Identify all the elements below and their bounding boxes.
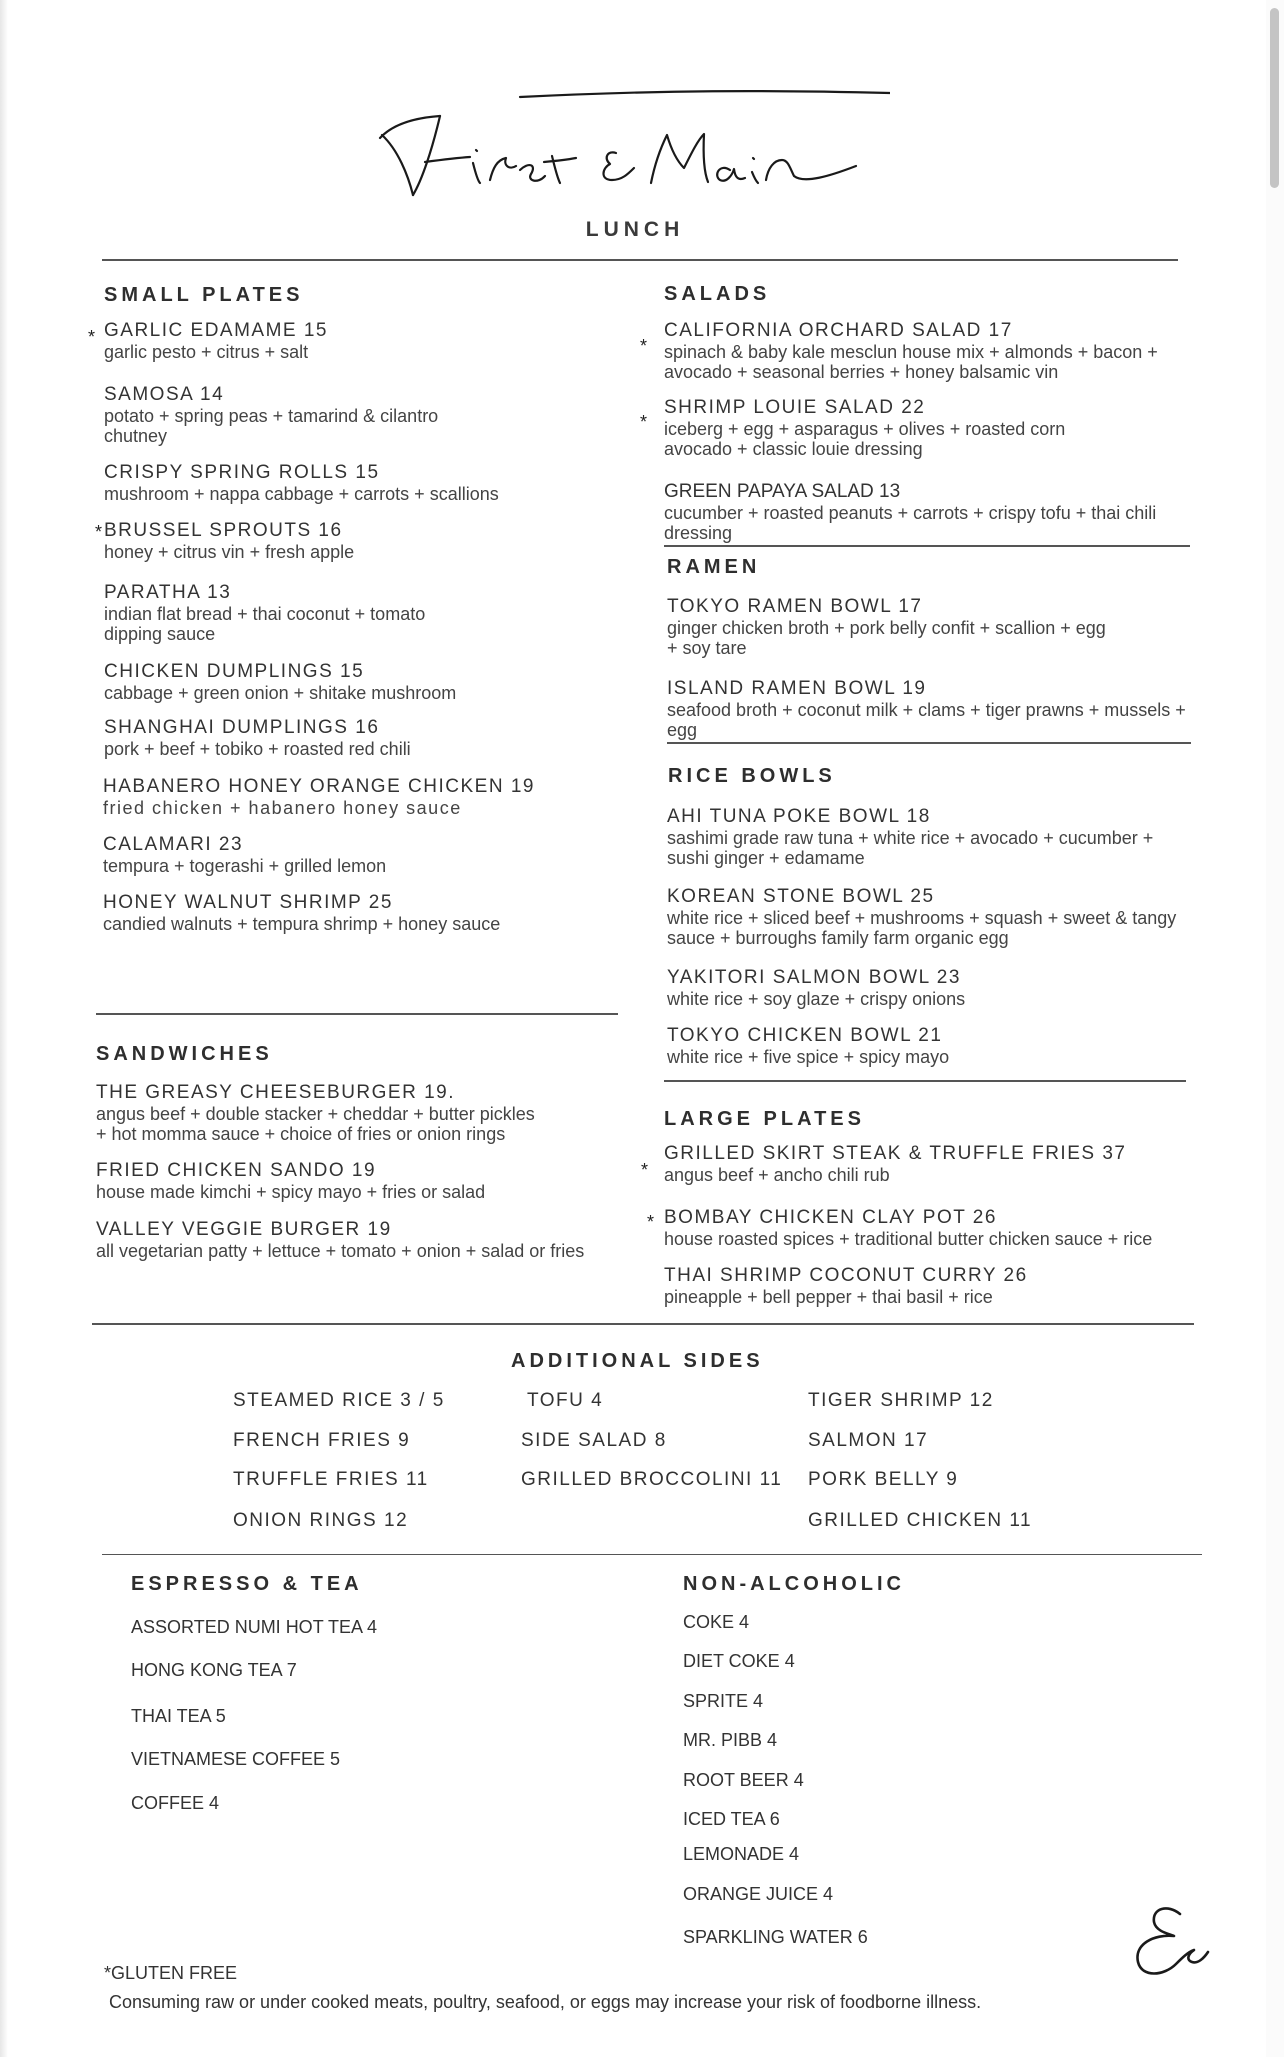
large-plates-heading: LARGE PLATES (664, 1108, 865, 1130)
item-desc: spinach & baby kale mesclun house mix + almonds + bacon + (664, 342, 1158, 362)
menu-item-calamari (103, 834, 386, 876)
menu-item-bombay-chicken-clay-pot (664, 1207, 1152, 1249)
menu-item-shrimp-louie-salad (664, 397, 1065, 459)
menu-item-garlic-edamame (104, 320, 328, 362)
gluten-free-legend: *GLUTEN FREE (104, 1963, 238, 1983)
additional-sides-heading: ADDITIONAL SIDES (511, 1350, 764, 1372)
menu-item-brussel-sprouts (104, 520, 354, 562)
food-safety-warning: Consuming raw or under cooked meats, poultry, seafood, or eggs may increase your risk of foodborne illness. (109, 1992, 982, 2012)
drink-item: ORANGE JUICE 4 (683, 1884, 834, 1904)
gluten-free-marker: * (640, 336, 648, 356)
ramen-heading: RAMEN (667, 556, 761, 578)
item-desc: sushi ginger + edamame (667, 848, 865, 868)
item-desc: potato + spring peas + tamarind & cilantro (104, 406, 439, 426)
item-name: BOMBAY CHICKEN CLAY POT 26 (664, 1207, 997, 1228)
menu-item-samosa (104, 384, 438, 446)
menu-item-thai-shrimp-coconut-curry (664, 1265, 1028, 1307)
gluten-free-marker: * (95, 522, 103, 542)
gluten-free-marker: * (647, 1212, 655, 1232)
small-plates-heading: SMALL PLATES (104, 284, 304, 306)
item-desc: avocado + seasonal berries + honey balsamic vin (664, 362, 1059, 382)
drink-item: VIETNAMESE COFFEE 5 (131, 1749, 341, 1769)
item-desc: fried chicken + habanero honey sauce (103, 798, 462, 818)
item-desc: candied walnuts + tempura shrimp + honey sauce (103, 914, 501, 934)
drink-item: ASSORTED NUMI HOT TEA 4 (131, 1617, 378, 1637)
side-item: TRUFFLE FRIES 11 (233, 1469, 429, 1490)
item-name: THAI SHRIMP COCONUT CURRY 26 (664, 1265, 1028, 1286)
menu-item-greasy-cheeseburger (96, 1082, 535, 1144)
non-alcoholic-heading: NON-ALCOHOLIC (683, 1573, 905, 1595)
small-plates-divider (96, 1013, 618, 1015)
sides-divider (102, 1554, 1202, 1555)
item-name: KOREAN STONE BOWL 25 (667, 886, 935, 907)
item-desc: ginger chicken broth + pork belly confit + scallion + egg (667, 618, 1106, 638)
item-name: CRISPY SPRING ROLLS 15 (104, 462, 380, 483)
drink-item: HONG KONG TEA 7 (131, 1660, 297, 1680)
side-item: SALMON 17 (808, 1430, 929, 1451)
item-name: HONEY WALNUT SHRIMP 25 (103, 892, 393, 913)
gluten-free-marker: * (640, 412, 648, 432)
item-desc: honey + citrus vin + fresh apple (104, 542, 355, 562)
menu-item-grilled-skirt-steak (664, 1143, 1126, 1185)
menu-item-ahi-tuna-poke-bowl (667, 806, 1153, 868)
item-desc: dipping sauce (104, 624, 216, 644)
item-desc: angus beef + ancho chili rub (664, 1165, 890, 1185)
salads-heading: SALADS (664, 283, 771, 305)
ampersand-logo (1118, 1900, 1213, 1985)
main-sections-divider (92, 1323, 1194, 1325)
item-desc: avocado + classic louie dressing (664, 439, 923, 459)
item-desc: house roasted spices + traditional butter chicken sauce + rice (664, 1229, 1153, 1249)
menu-item-crispy-spring-rolls (104, 462, 499, 504)
item-name: THE GREASY CHEESEBURGER 19. (96, 1082, 456, 1103)
gluten-free-marker: * (88, 327, 96, 347)
item-name: GARLIC EDAMAME 15 (104, 320, 328, 341)
menu-item-fried-chicken-sando (96, 1160, 485, 1202)
drink-item: MR. PIBB 4 (683, 1730, 778, 1750)
item-name: GRILLED SKIRT STEAK & TRUFFLE FRIES 37 (664, 1143, 1127, 1164)
menu-item-yakitori-salmon-bowl (667, 967, 965, 1009)
sandwiches-heading: SANDWICHES (96, 1043, 273, 1065)
menu-item-tokyo-ramen-bowl (667, 596, 1106, 658)
scrollbar-thumb[interactable] (1270, 8, 1279, 188)
item-desc: egg (667, 720, 698, 740)
item-desc: sashimi grade raw tuna + white rice + avocado + cucumber + (667, 828, 1154, 848)
scrollbar-track[interactable] (1266, 0, 1284, 2057)
drink-item: COFFEE 4 (131, 1793, 220, 1813)
item-name: AHI TUNA POKE BOWL 18 (667, 806, 931, 827)
side-item: SIDE SALAD 8 (521, 1430, 667, 1451)
item-desc: white rice + sliced beef + mushrooms + squash + sweet & tangy (667, 908, 1177, 928)
first-and-main-logo (370, 80, 890, 210)
item-desc: indian flat bread + thai coconut + tomato (104, 604, 426, 624)
item-name: CALIFORNIA ORCHARD SALAD 17 (664, 320, 1013, 341)
item-name: ISLAND RAMEN BOWL 19 (667, 678, 927, 699)
drink-item: ROOT BEER 4 (683, 1770, 804, 1790)
drink-item: SPRITE 4 (683, 1691, 764, 1711)
item-desc: pork + beef + tobiko + roasted red chili (104, 739, 411, 759)
ramen-divider (667, 742, 1191, 744)
side-item: GRILLED CHICKEN 11 (808, 1510, 1033, 1531)
menu-item-valley-veggie-burger (96, 1219, 584, 1261)
item-name: BRUSSEL SPROUTS 16 (104, 520, 343, 541)
menu-item-shanghai-dumplings (104, 717, 411, 759)
side-item: STEAMED RICE 3 / 5 (233, 1390, 445, 1411)
menu-item-paratha (104, 582, 425, 644)
item-name: FRIED CHICKEN SANDO 19 (96, 1160, 377, 1181)
menu-item-chicken-dumplings (104, 661, 456, 703)
item-name: GREEN PAPAYA SALAD 13 (664, 481, 901, 502)
menu-item-habanero-honey-orange-chicken (103, 776, 535, 818)
menu-item-korean-stone-bowl (667, 886, 1176, 948)
side-item: TOFU 4 (527, 1390, 604, 1411)
item-name: SHRIMP LOUIE SALAD 22 (664, 397, 926, 418)
item-desc: seafood broth + coconut milk + clams + tiger prawns + mussels + (667, 700, 1186, 720)
rice-bowls-divider (664, 1080, 1186, 1082)
drink-item: LEMONADE 4 (683, 1844, 800, 1864)
item-name: SAMOSA 14 (104, 384, 225, 405)
item-desc: chutney (104, 426, 168, 446)
item-name: CHICKEN DUMPLINGS 15 (104, 661, 365, 682)
menu-title: LUNCH (585, 218, 685, 241)
item-desc: pineapple + bell pepper + thai basil + rice (664, 1287, 993, 1307)
gluten-free-marker: * (641, 1160, 649, 1180)
side-item: TIGER SHRIMP 12 (808, 1390, 994, 1411)
menu-item-island-ramen-bowl (667, 678, 1186, 740)
item-desc: sauce + burroughs family farm organic egg (667, 928, 1009, 948)
item-name: SHANGHAI DUMPLINGS 16 (104, 717, 380, 738)
menu-item-california-orchard-salad (664, 320, 1158, 382)
item-desc: white rice + soy glaze + crispy onions (667, 989, 966, 1009)
salads-divider (664, 545, 1190, 547)
page-edge-shadow (0, 0, 8, 2057)
rice-bowls-heading: RICE BOWLS (668, 765, 836, 787)
item-desc: garlic pesto + citrus + salt (104, 342, 309, 362)
item-desc: all vegetarian patty + lettuce + tomato + onion + salad or fries (96, 1241, 585, 1261)
menu-item-green-papaya-salad (664, 481, 1156, 543)
item-desc: angus beef + double stacker + cheddar + butter pickles (96, 1104, 535, 1124)
drink-item: DIET COKE 4 (683, 1651, 795, 1671)
side-item: ONION RINGS 12 (233, 1510, 409, 1531)
espresso-tea-heading: ESPRESSO & TEA (131, 1573, 363, 1595)
drink-item: THAI TEA 5 (131, 1706, 226, 1726)
item-name: PARATHA 13 (104, 582, 232, 603)
title-divider (102, 259, 1178, 261)
drink-item: ICED TEA 6 (683, 1809, 780, 1829)
item-desc: cabbage + green onion + shitake mushroom (104, 683, 457, 703)
item-desc: house made kimchi + spicy mayo + fries or salad (96, 1182, 486, 1202)
item-name: TOKYO CHICKEN BOWL 21 (667, 1025, 943, 1046)
drink-item: SPARKLING WATER 6 (683, 1927, 868, 1947)
side-item: PORK BELLY 9 (808, 1469, 959, 1490)
item-desc: dressing (664, 523, 733, 543)
menu-item-honey-walnut-shrimp (103, 892, 500, 934)
side-item: GRILLED BROCCOLINI 11 (521, 1469, 783, 1490)
side-item: FRENCH FRIES 9 (233, 1430, 411, 1451)
item-desc: white rice + five spice + spicy mayo (667, 1047, 950, 1067)
item-desc: tempura + togerashi + grilled lemon (103, 856, 387, 876)
item-name: CALAMARI 23 (103, 834, 244, 855)
item-name: VALLEY VEGGIE BURGER 19 (96, 1219, 392, 1240)
item-desc: + hot momma sauce + choice of fries or onion rings (96, 1124, 506, 1144)
drink-item: COKE 4 (683, 1612, 750, 1632)
menu-item-tokyo-chicken-bowl (667, 1025, 949, 1067)
item-name: TOKYO RAMEN BOWL 17 (667, 596, 923, 617)
item-desc: mushroom + nappa cabbage + carrots + scallions (104, 484, 499, 504)
item-name: YAKITORI SALMON BOWL 23 (667, 967, 961, 988)
item-desc: cucumber + roasted peanuts + carrots + crispy tofu + thai chili (664, 503, 1157, 523)
item-desc: iceberg + egg + asparagus + olives + roasted corn (664, 419, 1066, 439)
item-name: HABANERO HONEY ORANGE CHICKEN 19 (103, 776, 535, 797)
item-desc: + soy tare (667, 638, 747, 658)
